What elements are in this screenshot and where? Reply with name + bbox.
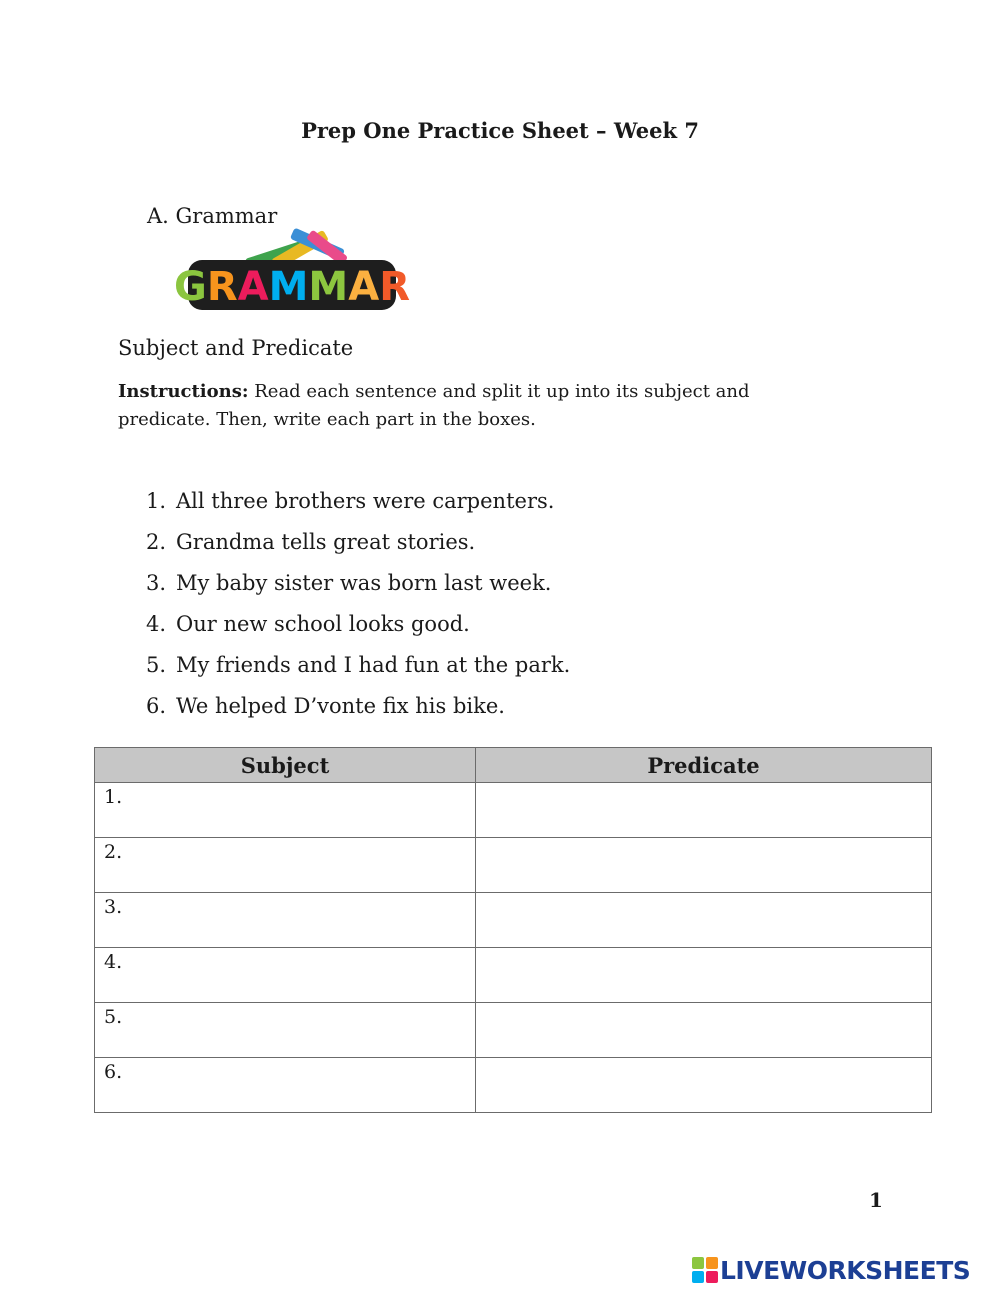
table-row [95,948,932,1003]
table-header-row [95,748,932,783]
instructions [118,378,838,434]
predicate-cell[interactable] [476,1003,932,1058]
subject-cell[interactable]: 3. [95,893,476,948]
brand-logo [692,1255,970,1285]
list-item: 6. We helped D’vonte fix his bike. [146,694,505,718]
subject-cell[interactable]: 1. [95,783,476,838]
table-row [95,838,932,893]
brand-name: LIVEWORKSHEETS [720,1255,971,1285]
sentence-list [146,486,570,732]
liveworksheets-logo-icon [692,1257,718,1283]
list-item: 4. Our new school looks good. [146,612,470,636]
page-title: Prep One Practice Sheet – Week 7 [301,118,699,143]
subject-cell[interactable]: 6. [95,1058,476,1113]
list-item: 2. Grandma tells great stories. [146,530,476,554]
page-number: 1 [869,1188,883,1212]
predicate-cell[interactable] [476,893,932,948]
subject-cell[interactable]: 5. [95,1003,476,1058]
table-row [95,1003,932,1058]
list-item: 3. My baby sister was born last week. [146,571,552,595]
instructions-label: Instructions: [118,381,249,402]
subject-cell[interactable]: 2. [95,838,476,893]
predicate-cell[interactable] [476,838,932,893]
predicate-cell[interactable] [476,1058,932,1113]
svg-text:GRAMMAR: GRAMMAR [173,264,411,310]
list-item: 1. All three brothers were carpenters. [146,489,555,513]
table-row [95,1058,932,1113]
grammar-logo-icon [173,232,411,314]
predicate-cell[interactable] [476,948,932,1003]
topic-title: Subject and Predicate [118,336,354,360]
subject-header: Subject [95,748,476,783]
table-row [95,783,932,838]
predicate-header: Predicate [476,748,932,783]
section-heading: A. Grammar [147,204,278,228]
table-row [95,893,932,948]
subject-cell[interactable]: 4. [95,948,476,1003]
answer-table [94,747,932,1113]
list-item: 5. My friends and I had fun at the park. [146,653,571,677]
predicate-cell[interactable] [476,783,932,838]
instructions-text: Read each sentence and split it up into its subject and predicate. Then, write each part in the boxes. [118,381,750,430]
